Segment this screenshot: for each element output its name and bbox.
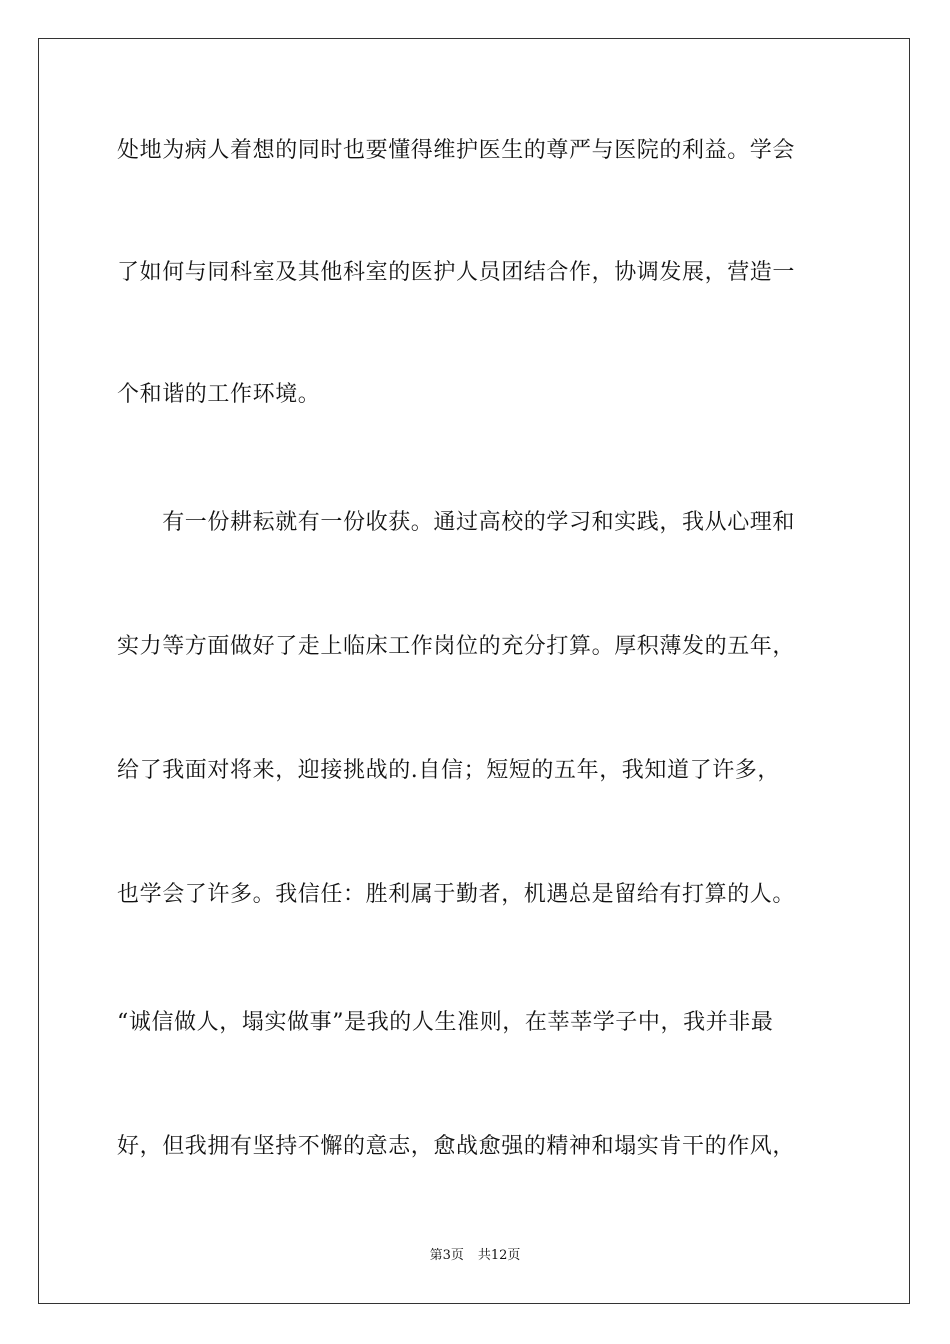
body-text-line: 好，但我拥有坚持不懈的意志，愈战愈强的精神和塌实肯干的作风，	[117, 1134, 796, 1159]
total-pages-label: 共12页	[477, 1248, 521, 1263]
body-text-line: 了如何与同科室及其他科室的医护人员团结合作，协调发展，营造一	[117, 260, 796, 285]
current-page-label: 第3页	[429, 1248, 464, 1263]
body-text-line: “诚信做人，塌实做事”是我的人生准则，在莘莘学子中，我并非最	[117, 1010, 774, 1035]
body-text-line: 实力等方面做好了走上临床工作岗位的充分打算。厚积薄发的五年，	[117, 634, 796, 659]
page-footer	[0, 1247, 950, 1265]
body-text-line: 给了我面对将来，迎接挑战的.自信；短短的五年，我知道了许多，	[117, 758, 780, 783]
page-border	[38, 38, 910, 1304]
paragraph-start-line: 有一份耕耘就有一份收获。通过高校的学习和实践，我从心理和	[117, 510, 796, 535]
body-text-line: 个和谐的工作环境。	[117, 382, 321, 407]
body-text-line: 也学会了许多。我信任：胜利属于勤者，机遇总是留给有打算的人。	[117, 882, 796, 907]
body-text-line: 处地为病人着想的同时也要懂得维护医生的尊严与医院的利益。学会	[117, 138, 796, 163]
